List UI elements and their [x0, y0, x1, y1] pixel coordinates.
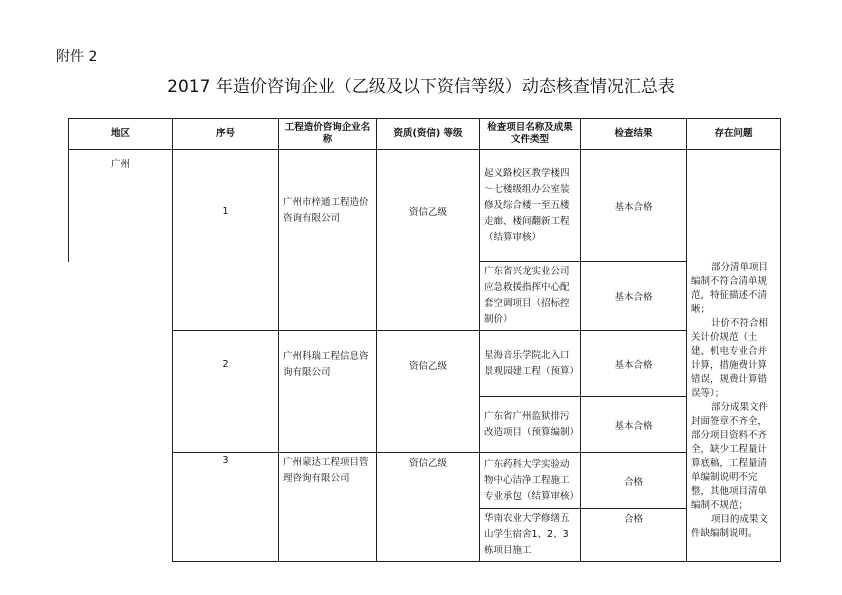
issues-cell	[687, 150, 781, 562]
header-result: 检查结果	[581, 119, 687, 150]
issue-paragraph: 部分清单项目编制不符合清单规范，特征描述不清晰；	[691, 261, 769, 315]
page-title: 2017 年造价咨询企业（乙级及以下资信等级）动态核查情况汇总表	[167, 77, 675, 97]
header-project: 检查项目名称及成果文件类型	[480, 119, 581, 150]
project-cell: 广东省广州监狱排污改造项目（预算编制）	[480, 397, 581, 453]
region-cell-empty	[69, 331, 173, 397]
region-cell: 广州	[69, 150, 173, 262]
result-cell: 合格	[581, 453, 687, 509]
region-cell-empty	[69, 397, 173, 453]
seq-cell: 2	[173, 331, 279, 453]
result-cell: 合格	[581, 509, 687, 562]
table-row	[69, 331, 781, 397]
level-cell: 资信乙级	[377, 150, 480, 331]
header-issues: 存在问题	[687, 119, 781, 150]
issue-paragraph: 部分成果文件封面签章不齐全，部分项目资料不齐全，缺少工程量计算底稿，工程量清单编制说明不完整，其他项目清单编制不规范；	[691, 401, 769, 511]
region-cell-empty	[69, 509, 173, 562]
annex-label: 附件 2	[56, 49, 98, 65]
project-cell: 华南农业大学修缮五山学生宿舍1、2、3栋项目施工	[480, 509, 581, 562]
company-cell: 广州蒙达工程项目管理咨询有限公司	[279, 453, 377, 562]
result-cell: 基本合格	[581, 331, 687, 397]
project-cell: 星海音乐学院北入口景观园建工程（预算）	[480, 331, 581, 397]
level-cell: 资信乙级	[377, 331, 480, 453]
seq-cell: 1	[173, 150, 279, 331]
issue-paragraph: 计价不符合相关计价规范（土建、机电专业合并计算，措施费计算错误，规费计算错误等）；	[691, 317, 769, 399]
header-region: 地区	[69, 119, 173, 150]
table-row	[69, 453, 781, 509]
level-cell: 资信乙级	[377, 453, 480, 562]
header-row	[69, 119, 781, 150]
result-cell: 基本合格	[581, 150, 687, 262]
header-company: 工程造价咨询企业名称	[279, 119, 377, 150]
result-cell: 基本合格	[581, 262, 687, 331]
result-cell: 基本合格	[581, 397, 687, 453]
project-cell: 广东药科大学实验动物中心洁净工程施工专业承包（结算审核）	[480, 453, 581, 509]
company-cell: 广州市梓通工程造价咨询有限公司	[279, 150, 377, 331]
seq-cell: 3	[173, 453, 279, 562]
header-seq: 序号	[173, 119, 279, 150]
table-row	[69, 150, 781, 262]
region-cell-empty	[69, 453, 173, 509]
project-cell: 起义路校区教学楼四～七楼级组办公室装修及综合楼一至五楼走廊、楼间翻新工程（结算审核）	[480, 150, 581, 262]
project-cell: 广东省兴龙实业公司应急救援指挥中心配套空调项目（招标控制价）	[480, 262, 581, 331]
issue-paragraph: 项目的成果文件缺编制说明。	[691, 513, 769, 539]
region-cell-empty	[69, 262, 173, 331]
summary-table	[68, 118, 781, 562]
header-level: 资质(资信) 等级	[377, 119, 480, 150]
company-cell: 广州科瑞工程信息咨询有限公司	[279, 331, 377, 453]
